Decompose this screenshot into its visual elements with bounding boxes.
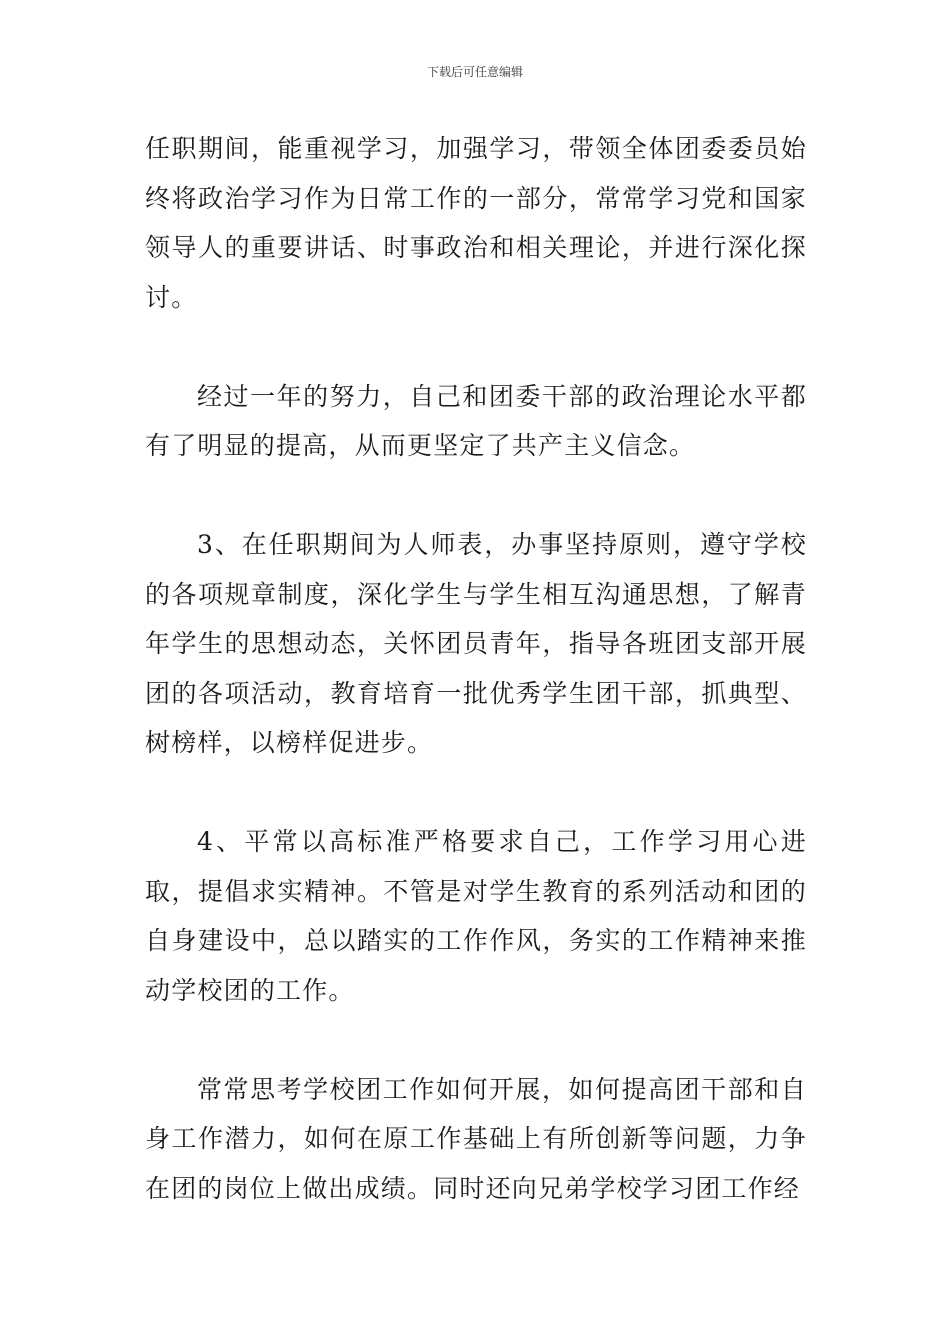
paragraph-spacer [145,322,807,372]
paragraph-1: 任职期间，能重视学习，加强学习，带领全体团委委员始终将政治学习作为日常工作的一部分，常常学习党和国家领导人的重要讲话、时事政治和相关理论，并进行深化探讨。 [145,134,807,312]
paragraph-spacer [145,1015,807,1065]
paragraph-4: 4、平常以高标准严格要求自己，工作学习用心进取，提倡求实精神。不管是对学生教育的系列活动和团的自身建设中，总以踏实的工作作风，务实的工作精神来推动学校团的工作。 [145,827,807,1005]
page-header-note: 下载后可任意编辑 [426,65,523,79]
paragraph-2: 经过一年的努力，自己和团委干部的政治理论水平都有了明显的提高，从而更坚定了共产主义信念。 [145,381,807,460]
paragraph-spacer [145,768,807,818]
paragraph-3: 3、在任职期间为人师表，办事坚持原则，遵守学校的各项规章制度，深化学生与学生相互沟通思想，了解青年学生的思想动态，关怀团员青年，指导各班团支部开展团的各项活动，教育培育一批优秀学生团干部，抓典型、树榜样，以榜样促进步。 [145,530,807,757]
paragraph-spacer [145,471,807,521]
document-body [145,124,807,1213]
paragraph-5: 常常思考学校团工作如何开展，如何提高团干部和自身工作潜力，如何在原工作基础上有所创新等问题，力争在团的岗位上做出成绩。同时还向兄弟学校学习团工作经 [145,1074,807,1203]
